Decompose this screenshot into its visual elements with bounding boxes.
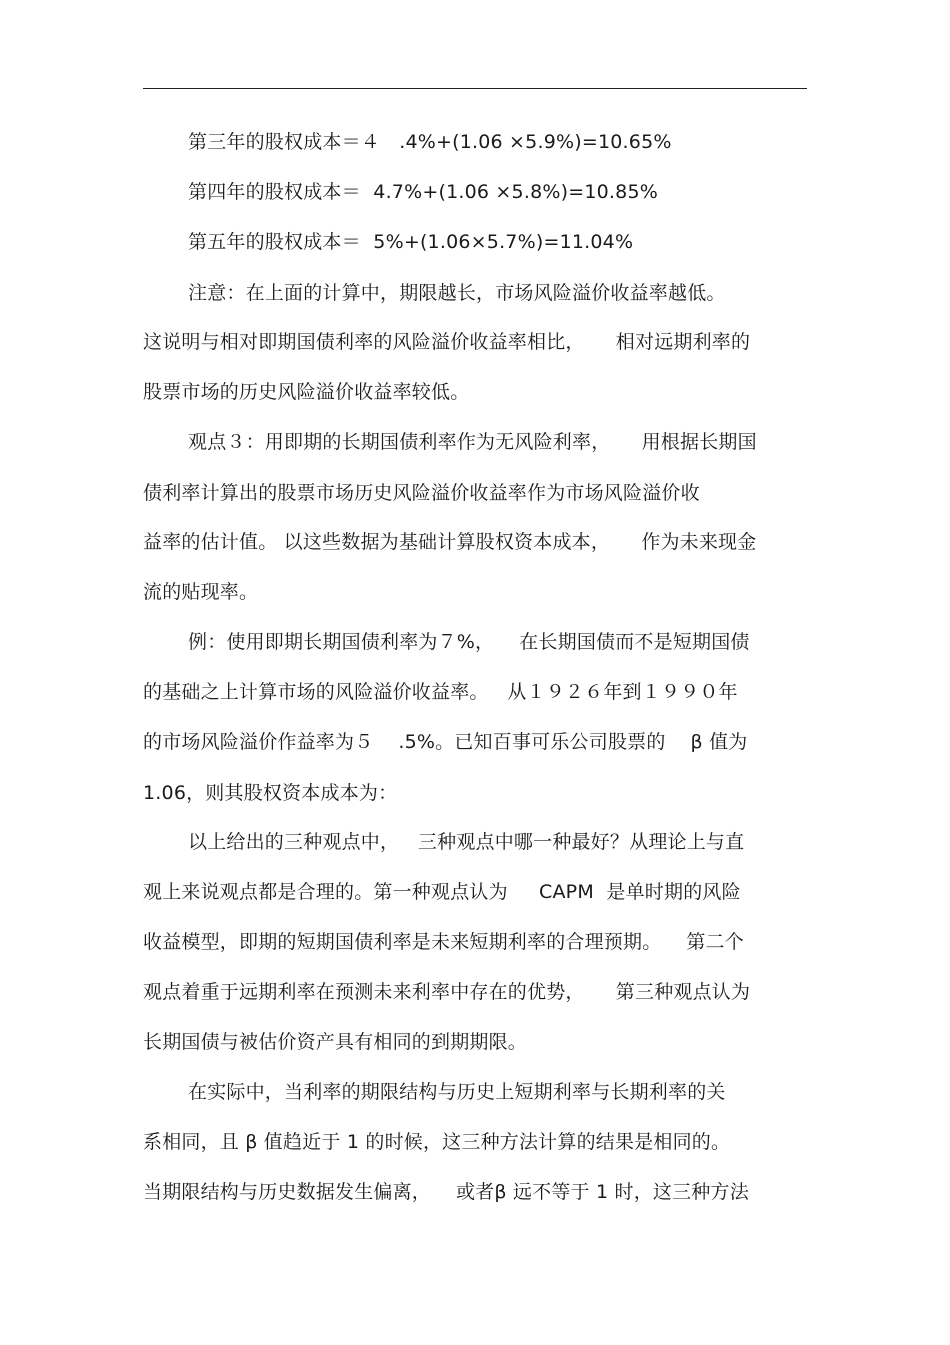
text-line: 的基础之上计算市场的风险溢价收益率。 从１９２６年到１９９０年: [143, 681, 738, 703]
text-line: 的市场风险溢价作益率为５ .5%。已知百事可乐公司股票的 β 值为: [143, 731, 748, 753]
text-line: 益率的估计值。 以这些数据为基础计算股权资本成本， 作为未来现金: [143, 531, 757, 553]
text-line: 这说明与相对即期国债利率的风险溢价收益率相比， 相对远期利率的: [143, 331, 751, 353]
text-line: 股票市场的历史风险溢价收益率较低。: [143, 381, 470, 403]
text-line: 第五年的股权成本＝ 5%+(1.06×5.7%)=11.04%: [188, 231, 634, 253]
text-line: 观上来说观点都是合理的。第一种观点认为 CAPM 是单时期的风险: [143, 881, 741, 903]
text-line: 收益模型，即期的短期国债利率是未来短期利率的合理预期。 第二个: [143, 931, 744, 953]
text-line: 注意：在上面的计算中，期限越长，市场风险溢价收益率越低。: [188, 282, 726, 304]
header-rule: [143, 88, 807, 89]
text-line: 例：使用即期长期国债利率为７%， 在长期国债而不是短期国债: [188, 631, 750, 653]
text-line: 第四年的股权成本＝ 4.7%+(1.06 ×5.8%)=10.85%: [188, 181, 658, 203]
text-line: 在实际中，当利率的期限结构与历史上短期利率与长期利率的关: [188, 1081, 726, 1103]
text-line: 债利率计算出的股票市场历史风险溢价收益率作为市场风险溢价收: [143, 482, 700, 504]
text-line: 长期国债与被估价资产具有相同的到期期限。: [143, 1031, 528, 1053]
text-line: 以上给出的三种观点中， 三种观点中哪一种最好？从理论上与直: [188, 831, 745, 853]
text-line: 流的贴现率。: [143, 581, 259, 603]
text-line: 1.06，则其股权资本成本为：: [143, 782, 398, 804]
text-line: 观点３：用即期的长期国债利率作为无风险利率， 用根据长期国: [188, 431, 757, 453]
text-line: 系相同，且 β 值趋近于 1 的时候，这三种方法计算的结果是相同的。: [143, 1131, 731, 1153]
text-line: 当期限结构与历史数据发生偏离， 或者β 远不等于 1 时，这三种方法: [143, 1181, 749, 1203]
text-line: 第三年的股权成本＝４ .4%+(1.06 ×5.9%)=10.65%: [188, 131, 672, 153]
text-line: 观点着重于远期利率在预测未来利率中存在的优势， 第三种观点认为: [143, 981, 751, 1003]
